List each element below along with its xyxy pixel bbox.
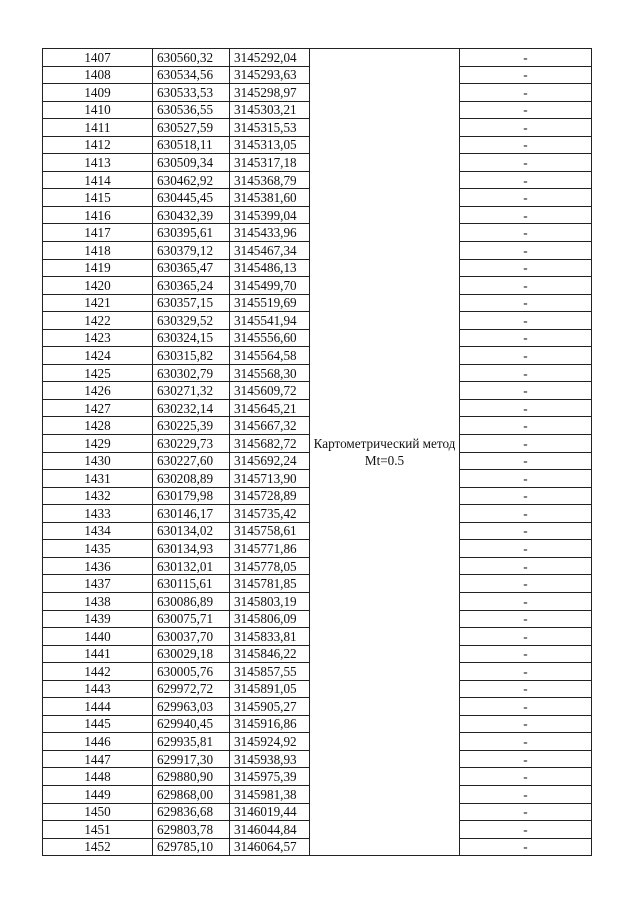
point-number-cell: 1414 — [43, 171, 153, 189]
x-coordinate-cell: 629935,81 — [153, 733, 230, 751]
y-coordinate-cell: 3145541,94 — [230, 312, 310, 330]
x-coordinate-cell: 630329,52 — [153, 312, 230, 330]
x-coordinate-cell: 630324,15 — [153, 329, 230, 347]
note-cell: - — [460, 277, 592, 295]
note-cell: - — [460, 435, 592, 453]
note-cell: - — [460, 785, 592, 803]
y-coordinate-cell: 3145728,89 — [230, 487, 310, 505]
x-coordinate-cell: 630315,82 — [153, 347, 230, 365]
y-coordinate-cell: 3145519,69 — [230, 294, 310, 312]
x-coordinate-cell: 629868,00 — [153, 785, 230, 803]
table-row — [43, 49, 592, 67]
point-number-cell: 1419 — [43, 259, 153, 277]
y-coordinate-cell: 3145315,53 — [230, 119, 310, 137]
point-number-cell: 1435 — [43, 540, 153, 558]
x-coordinate-cell: 630225,39 — [153, 417, 230, 435]
point-number-cell: 1441 — [43, 645, 153, 663]
x-coordinate-cell: 629803,78 — [153, 821, 230, 839]
point-number-cell: 1418 — [43, 242, 153, 260]
point-number-cell: 1426 — [43, 382, 153, 400]
y-coordinate-cell: 3145667,32 — [230, 417, 310, 435]
y-coordinate-cell: 3145905,27 — [230, 698, 310, 716]
x-coordinate-cell: 630365,47 — [153, 259, 230, 277]
y-coordinate-cell: 3145609,72 — [230, 382, 310, 400]
point-number-cell: 1424 — [43, 347, 153, 365]
note-cell: - — [460, 417, 592, 435]
point-number-cell: 1436 — [43, 557, 153, 575]
point-number-cell: 1425 — [43, 364, 153, 382]
point-number-cell: 1448 — [43, 768, 153, 786]
point-number-cell: 1415 — [43, 189, 153, 207]
coordinates-table-body — [43, 49, 592, 856]
y-coordinate-cell: 3146064,57 — [230, 838, 310, 856]
point-number-cell: 1450 — [43, 803, 153, 821]
point-number-cell: 1430 — [43, 452, 153, 470]
x-coordinate-cell: 630208,89 — [153, 470, 230, 488]
x-coordinate-cell: 630560,32 — [153, 49, 230, 67]
note-cell: - — [460, 487, 592, 505]
point-number-cell: 1444 — [43, 698, 153, 716]
y-coordinate-cell: 3145292,04 — [230, 49, 310, 67]
note-cell: - — [460, 119, 592, 137]
x-coordinate-cell: 630075,71 — [153, 610, 230, 628]
y-coordinate-cell: 3145564,58 — [230, 347, 310, 365]
point-number-cell: 1447 — [43, 750, 153, 768]
note-cell: - — [460, 803, 592, 821]
note-cell: - — [460, 101, 592, 119]
y-coordinate-cell: 3145806,09 — [230, 610, 310, 628]
note-cell: - — [460, 329, 592, 347]
point-number-cell: 1443 — [43, 680, 153, 698]
note-cell: - — [460, 382, 592, 400]
note-cell: - — [460, 505, 592, 523]
y-coordinate-cell: 3145692,24 — [230, 452, 310, 470]
x-coordinate-cell: 630445,45 — [153, 189, 230, 207]
x-coordinate-cell: 630029,18 — [153, 645, 230, 663]
y-coordinate-cell: 3145891,05 — [230, 680, 310, 698]
point-number-cell: 1432 — [43, 487, 153, 505]
note-cell: - — [460, 189, 592, 207]
x-coordinate-cell: 630132,01 — [153, 557, 230, 575]
point-number-cell: 1445 — [43, 715, 153, 733]
x-coordinate-cell: 630518,11 — [153, 136, 230, 154]
y-coordinate-cell: 3145499,70 — [230, 277, 310, 295]
point-number-cell: 1429 — [43, 435, 153, 453]
x-coordinate-cell: 630146,17 — [153, 505, 230, 523]
y-coordinate-cell: 3145317,18 — [230, 154, 310, 172]
note-cell: - — [460, 259, 592, 277]
note-cell: - — [460, 470, 592, 488]
note-cell: - — [460, 592, 592, 610]
x-coordinate-cell: 630536,55 — [153, 101, 230, 119]
note-cell: - — [460, 698, 592, 716]
point-number-cell: 1422 — [43, 312, 153, 330]
note-cell: - — [460, 663, 592, 681]
x-coordinate-cell: 629880,90 — [153, 768, 230, 786]
note-cell: - — [460, 364, 592, 382]
y-coordinate-cell: 3145556,60 — [230, 329, 310, 347]
note-cell: - — [460, 750, 592, 768]
point-number-cell: 1449 — [43, 785, 153, 803]
point-number-cell: 1408 — [43, 66, 153, 84]
x-coordinate-cell: 630395,61 — [153, 224, 230, 242]
point-number-cell: 1413 — [43, 154, 153, 172]
note-cell: - — [460, 136, 592, 154]
x-coordinate-cell: 629917,30 — [153, 750, 230, 768]
y-coordinate-cell: 3145298,97 — [230, 84, 310, 102]
x-coordinate-cell: 630533,53 — [153, 84, 230, 102]
x-coordinate-cell: 629963,03 — [153, 698, 230, 716]
point-number-cell: 1417 — [43, 224, 153, 242]
point-number-cell: 1428 — [43, 417, 153, 435]
y-coordinate-cell: 3145846,22 — [230, 645, 310, 663]
point-number-cell: 1423 — [43, 329, 153, 347]
x-coordinate-cell: 630379,12 — [153, 242, 230, 260]
point-number-cell: 1427 — [43, 399, 153, 417]
y-coordinate-cell: 3145857,55 — [230, 663, 310, 681]
note-cell: - — [460, 522, 592, 540]
x-coordinate-cell: 630432,39 — [153, 206, 230, 224]
point-number-cell: 1438 — [43, 592, 153, 610]
note-cell: - — [460, 171, 592, 189]
x-coordinate-cell: 629836,68 — [153, 803, 230, 821]
y-coordinate-cell: 3145833,81 — [230, 628, 310, 646]
point-number-cell: 1439 — [43, 610, 153, 628]
x-coordinate-cell: 630086,89 — [153, 592, 230, 610]
y-coordinate-cell: 3145568,30 — [230, 364, 310, 382]
note-cell: - — [460, 154, 592, 172]
point-number-cell: 1431 — [43, 470, 153, 488]
x-coordinate-cell: 630365,24 — [153, 277, 230, 295]
y-coordinate-cell: 3145981,38 — [230, 785, 310, 803]
note-cell: - — [460, 821, 592, 839]
x-coordinate-cell: 630134,93 — [153, 540, 230, 558]
point-number-cell: 1407 — [43, 49, 153, 67]
x-coordinate-cell: 630357,15 — [153, 294, 230, 312]
y-coordinate-cell: 3145916,86 — [230, 715, 310, 733]
note-cell: - — [460, 66, 592, 84]
note-cell: - — [460, 242, 592, 260]
point-number-cell: 1451 — [43, 821, 153, 839]
note-cell: - — [460, 575, 592, 593]
note-cell: - — [460, 628, 592, 646]
note-cell: - — [460, 838, 592, 856]
y-coordinate-cell: 3145778,05 — [230, 557, 310, 575]
note-cell: - — [460, 84, 592, 102]
x-coordinate-cell: 630134,02 — [153, 522, 230, 540]
y-coordinate-cell: 3145467,34 — [230, 242, 310, 260]
note-cell: - — [460, 540, 592, 558]
note-cell: - — [460, 399, 592, 417]
y-coordinate-cell: 3145399,04 — [230, 206, 310, 224]
y-coordinate-cell: 3145486,13 — [230, 259, 310, 277]
x-coordinate-cell: 629785,10 — [153, 838, 230, 856]
note-cell: - — [460, 768, 592, 786]
note-cell: - — [460, 294, 592, 312]
y-coordinate-cell: 3145771,86 — [230, 540, 310, 558]
x-coordinate-cell: 630534,56 — [153, 66, 230, 84]
point-number-cell: 1446 — [43, 733, 153, 751]
y-coordinate-cell: 3145713,90 — [230, 470, 310, 488]
method-cell: Картометрический метод Mt=0.5 — [310, 49, 460, 856]
point-number-cell: 1412 — [43, 136, 153, 154]
x-coordinate-cell: 630115,61 — [153, 575, 230, 593]
y-coordinate-cell: 3145735,42 — [230, 505, 310, 523]
point-number-cell: 1410 — [43, 101, 153, 119]
x-coordinate-cell: 630271,32 — [153, 382, 230, 400]
x-coordinate-cell: 630227,60 — [153, 452, 230, 470]
point-number-cell: 1442 — [43, 663, 153, 681]
note-cell: - — [460, 733, 592, 751]
point-number-cell: 1440 — [43, 628, 153, 646]
y-coordinate-cell: 3146019,44 — [230, 803, 310, 821]
x-coordinate-cell: 629940,45 — [153, 715, 230, 733]
note-cell: - — [460, 312, 592, 330]
point-number-cell: 1411 — [43, 119, 153, 137]
x-coordinate-cell: 629972,72 — [153, 680, 230, 698]
note-cell: - — [460, 452, 592, 470]
note-cell: - — [460, 610, 592, 628]
note-cell: - — [460, 557, 592, 575]
note-cell: - — [460, 645, 592, 663]
y-coordinate-cell: 3145803,19 — [230, 592, 310, 610]
y-coordinate-cell: 3145781,85 — [230, 575, 310, 593]
note-cell: - — [460, 680, 592, 698]
y-coordinate-cell: 3145381,60 — [230, 189, 310, 207]
note-cell: - — [460, 347, 592, 365]
note-cell: - — [460, 49, 592, 67]
point-number-cell: 1434 — [43, 522, 153, 540]
y-coordinate-cell: 3145645,21 — [230, 399, 310, 417]
y-coordinate-cell: 3145293,63 — [230, 66, 310, 84]
x-coordinate-cell: 630302,79 — [153, 364, 230, 382]
x-coordinate-cell: 630005,76 — [153, 663, 230, 681]
note-cell: - — [460, 206, 592, 224]
x-coordinate-cell: 630037,70 — [153, 628, 230, 646]
point-number-cell: 1421 — [43, 294, 153, 312]
x-coordinate-cell: 630232,14 — [153, 399, 230, 417]
point-number-cell: 1452 — [43, 838, 153, 856]
y-coordinate-cell: 3145758,61 — [230, 522, 310, 540]
note-cell: - — [460, 224, 592, 242]
x-coordinate-cell: 630462,92 — [153, 171, 230, 189]
y-coordinate-cell: 3145433,96 — [230, 224, 310, 242]
point-number-cell: 1416 — [43, 206, 153, 224]
y-coordinate-cell: 3145313,05 — [230, 136, 310, 154]
x-coordinate-cell: 630229,73 — [153, 435, 230, 453]
y-coordinate-cell: 3145303,21 — [230, 101, 310, 119]
x-coordinate-cell: 630509,34 — [153, 154, 230, 172]
y-coordinate-cell: 3145938,93 — [230, 750, 310, 768]
point-number-cell: 1420 — [43, 277, 153, 295]
y-coordinate-cell: 3145368,79 — [230, 171, 310, 189]
x-coordinate-cell: 630179,98 — [153, 487, 230, 505]
note-cell: - — [460, 715, 592, 733]
point-number-cell: 1437 — [43, 575, 153, 593]
y-coordinate-cell: 3145924,92 — [230, 733, 310, 751]
point-number-cell: 1433 — [43, 505, 153, 523]
coordinates-table — [42, 48, 592, 856]
y-coordinate-cell: 3146044,84 — [230, 821, 310, 839]
y-coordinate-cell: 3145975,39 — [230, 768, 310, 786]
y-coordinate-cell: 3145682,72 — [230, 435, 310, 453]
point-number-cell: 1409 — [43, 84, 153, 102]
x-coordinate-cell: 630527,59 — [153, 119, 230, 137]
